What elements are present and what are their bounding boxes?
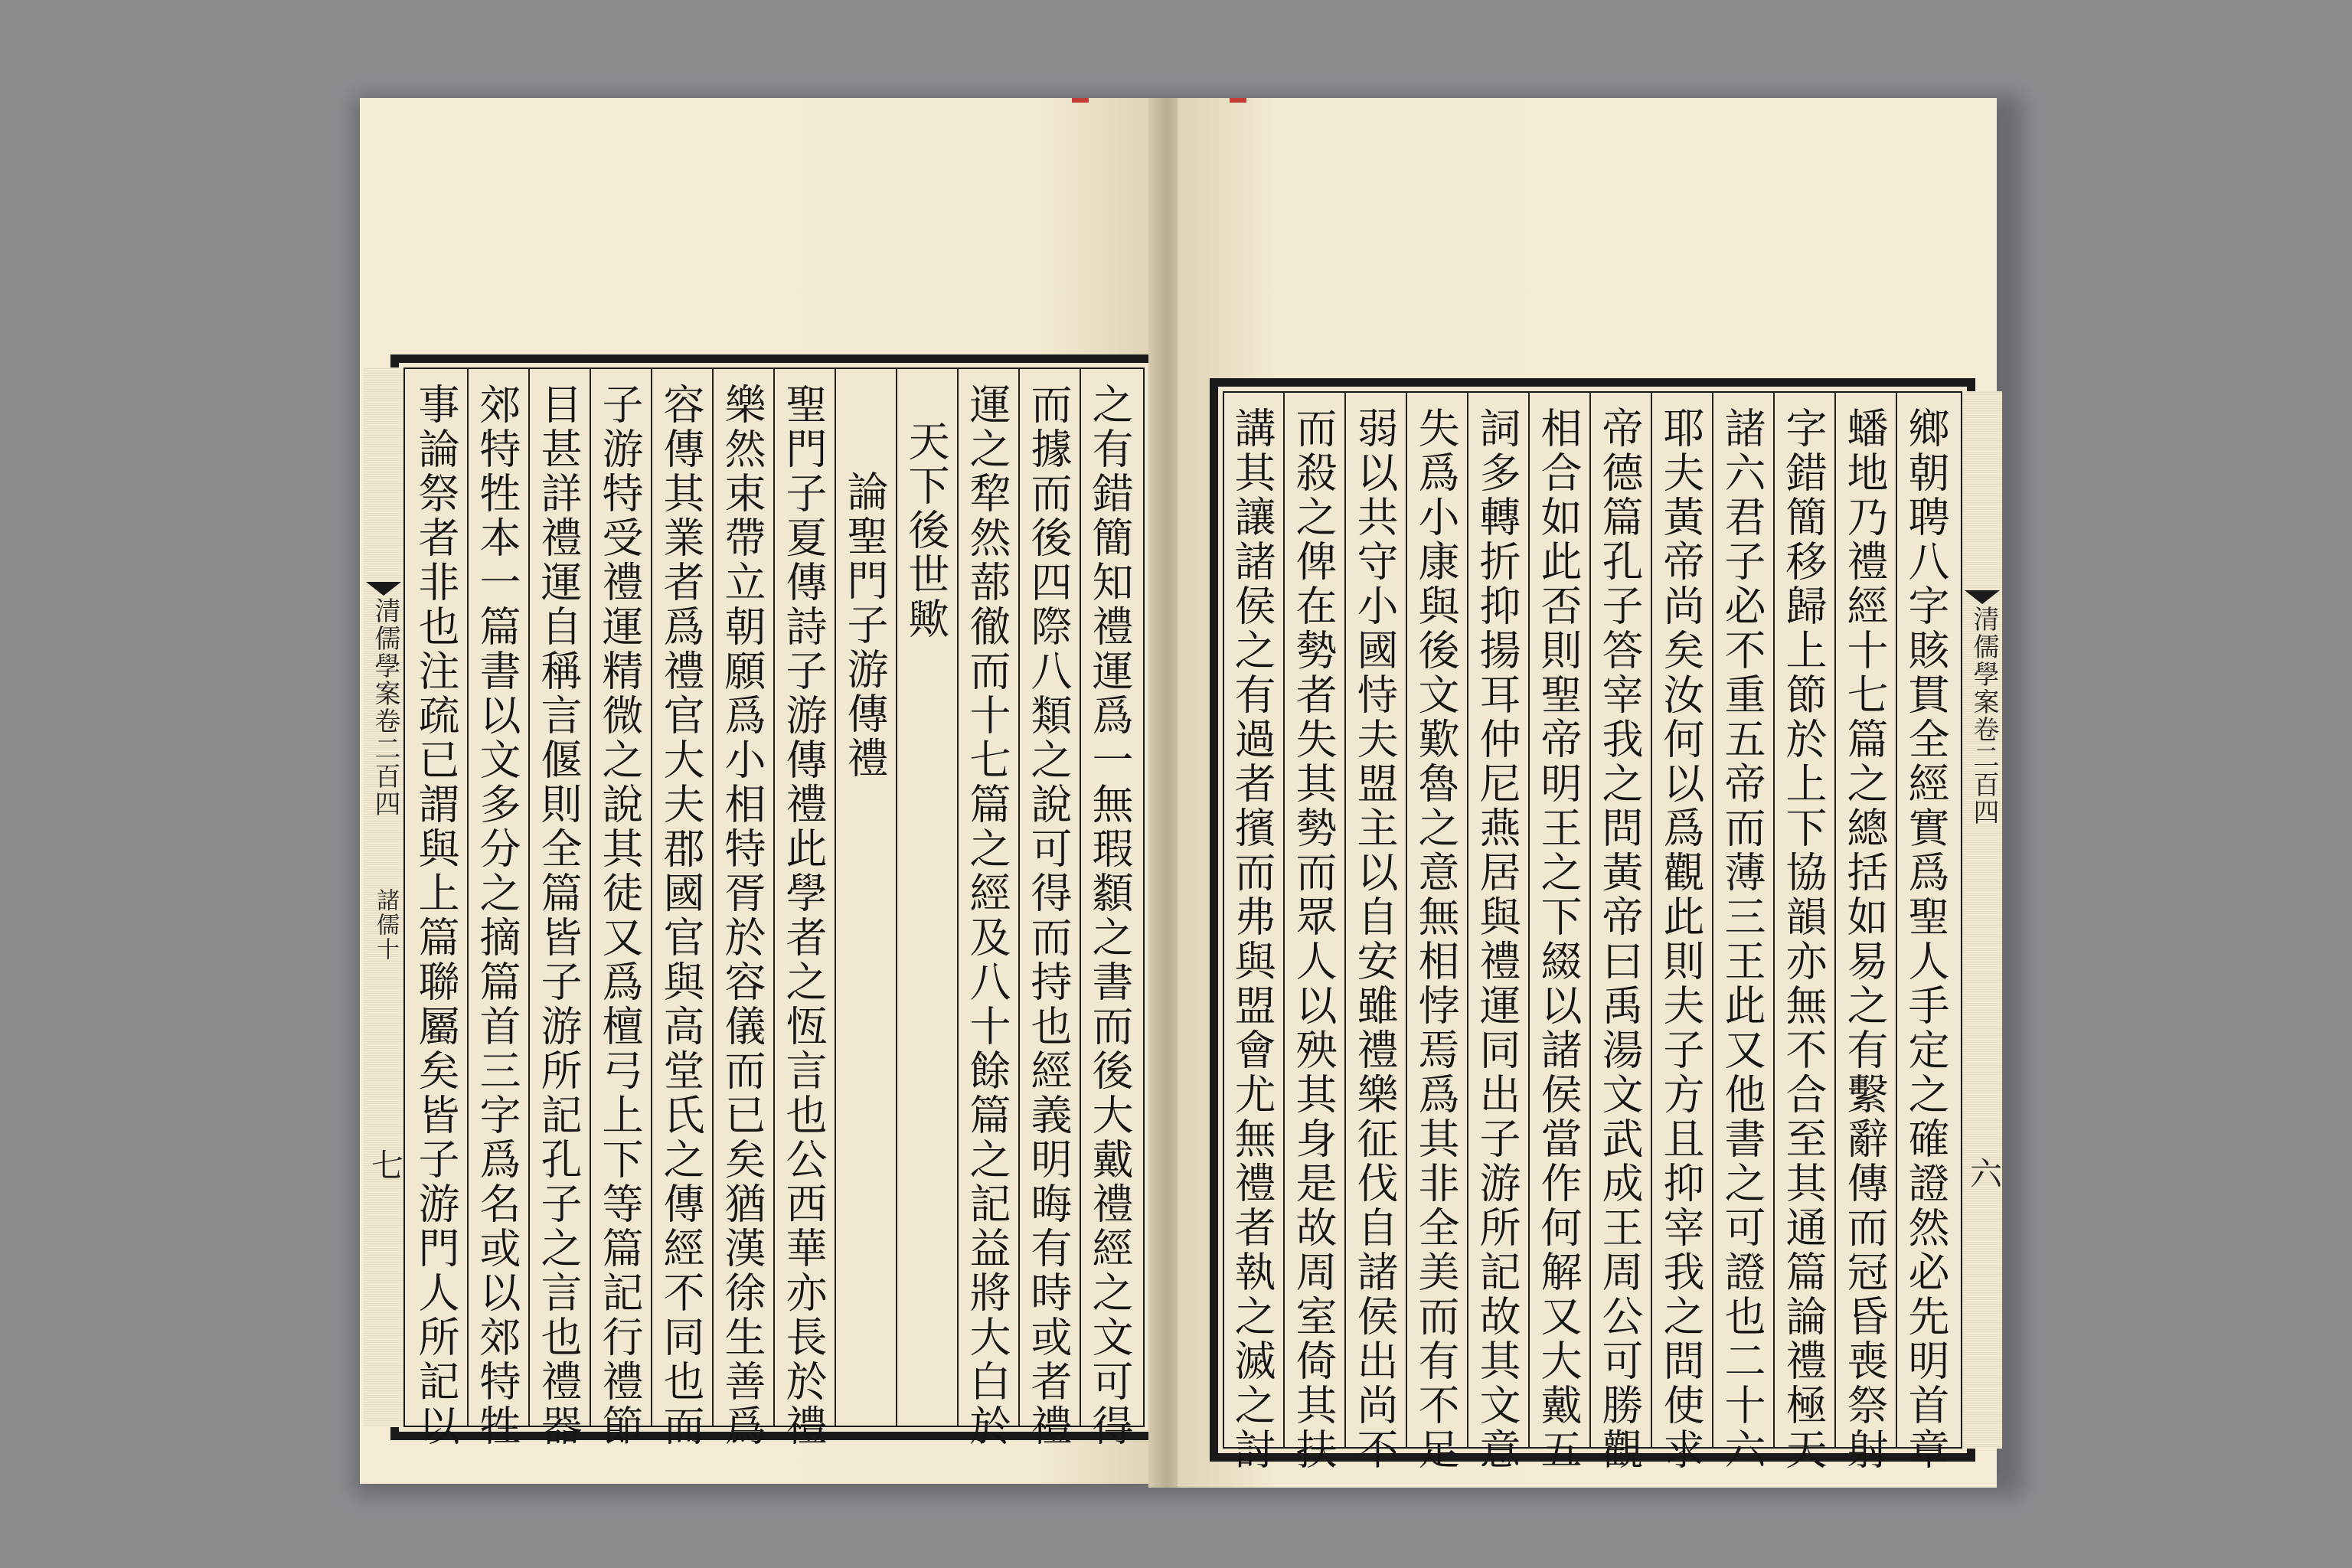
- left-margin-section: 諸儒十: [372, 888, 399, 962]
- text-column: 詞多轉折抑揚耳仲尼燕居與禮運同出子游所記故其文意: [1473, 407, 1521, 1472]
- red-seal-mark: [1072, 98, 1089, 103]
- text-column: 失爲小康與後文歎魯之意無相悖焉爲其非全美而有不足: [1412, 407, 1460, 1472]
- text-column: 容傳其業者爲禮官大夫郡國官與高堂氏之傳經不同也而: [657, 383, 705, 1449]
- text-column: 字錯簡移歸上節於上下協韻亦無不合至其通篇論禮極天: [1779, 407, 1828, 1472]
- text-column: 講其讓諸侯之有過者擯而弗與盟會尤無禮者執之滅之討: [1228, 407, 1276, 1472]
- column-rule: [1773, 393, 1775, 1447]
- column-rule: [896, 369, 897, 1426]
- left-folio-number: 七: [367, 1148, 404, 1182]
- text-column: 耶夫黃帝尚矣汝何以爲觀此則夫子方且抑宰我之問使求: [1657, 407, 1705, 1472]
- text-column: 弱以共守小國恃夫盟主以自安雖禮樂征伐自諸侯出尚不: [1351, 407, 1399, 1472]
- column-rule: [1528, 393, 1530, 1447]
- column-rule: [712, 369, 714, 1426]
- column-rule: [1344, 393, 1346, 1447]
- column-rule: [1834, 393, 1836, 1447]
- text-column: 相合如此否則聖帝明王之下綴以諸侯當作何解又大戴五: [1534, 407, 1583, 1472]
- text-column: 聖門子夏傳詩子游傳禮此學者之恆言也公西華亦長於禮: [779, 383, 828, 1449]
- text-column: 子游特受禮運精微之說其徒又爲檀弓上下等篇記行禮節: [596, 383, 644, 1449]
- column-rule: [773, 369, 775, 1426]
- right-margin-title: 清儒學案卷二百四: [1968, 606, 1999, 826]
- text-column: 帝德篇孔子答宰我之問黃帝曰禹湯文武成王周公可勝觀: [1596, 407, 1644, 1472]
- column-rule: [1406, 393, 1407, 1447]
- text-column: 諸六君子必不重五帝而薄三王此又他書之可證也二十六: [1718, 407, 1766, 1472]
- text-column: 目甚詳禮運自稱言偃則全篇皆子游所記孔子之言也禮器: [534, 383, 583, 1449]
- text-column: 而殺之俾在勢者失其勢而眾人以殃其身是故周室倚其扶: [1289, 407, 1338, 1472]
- text-column: 鄉朝聘八字賅貫全經實爲聖人手定之確證然必先明首章: [1902, 407, 1950, 1472]
- column-rule: [835, 369, 836, 1426]
- fish-tail-mark: [366, 582, 401, 596]
- column-rule: [1467, 393, 1468, 1447]
- column-rule: [651, 369, 652, 1426]
- column-rule: [1018, 369, 1020, 1426]
- column-rule: [1589, 393, 1591, 1447]
- red-seal-mark: [1230, 98, 1246, 103]
- right-text-frame: [1210, 378, 2003, 1472]
- column-rule: [1080, 369, 1081, 1426]
- text-column: 運之犂然蔀徹而十七篇之經及八十餘篇之記益將大白於: [963, 383, 1011, 1449]
- right-margin-strip: [1962, 391, 2002, 1449]
- fish-tail-mark: [1965, 590, 2000, 604]
- text-column: 蟠地乃禮經十七篇之總括如易之有繫辭傳而冠昏喪祭射: [1841, 407, 1889, 1472]
- left-margin-strip: [364, 368, 403, 1427]
- column-rule: [590, 369, 591, 1426]
- text-column: 郊特牲本一篇書以文多分之摘篇首三字爲名或以郊特牲: [473, 383, 521, 1449]
- text-column: 論聖門子游傳禮: [841, 470, 889, 781]
- text-column: 天下後世歟: [902, 420, 950, 642]
- column-rule: [1283, 393, 1285, 1447]
- left-text-frame: [367, 354, 1158, 1449]
- text-column: 而據而後四際八類之說可得而持也經義明晦有時或者禮: [1024, 383, 1073, 1449]
- column-rule: [1712, 393, 1713, 1447]
- column-rule: [467, 369, 469, 1426]
- left-page: [360, 98, 1156, 1484]
- text-column: 樂然束帶立朝願爲小相特胥於容儀而已矣猶漢徐生善爲: [718, 383, 766, 1449]
- column-rule: [528, 369, 530, 1426]
- column-rule: [1896, 393, 1897, 1447]
- text-column: 事論祭者非也注疏已謂與上篇聯屬矣皆子游門人所記以: [412, 383, 460, 1449]
- right-folio-number: 六: [1965, 1157, 2003, 1191]
- text-column: 之有錯簡知禮運爲一無瑕纇之書而後大戴禮經之文可得: [1086, 383, 1134, 1449]
- right-page: [1178, 98, 2003, 1488]
- left-margin-title: 清儒學案卷二百四: [370, 597, 400, 818]
- column-rule: [1651, 393, 1652, 1447]
- column-rule: [957, 369, 959, 1426]
